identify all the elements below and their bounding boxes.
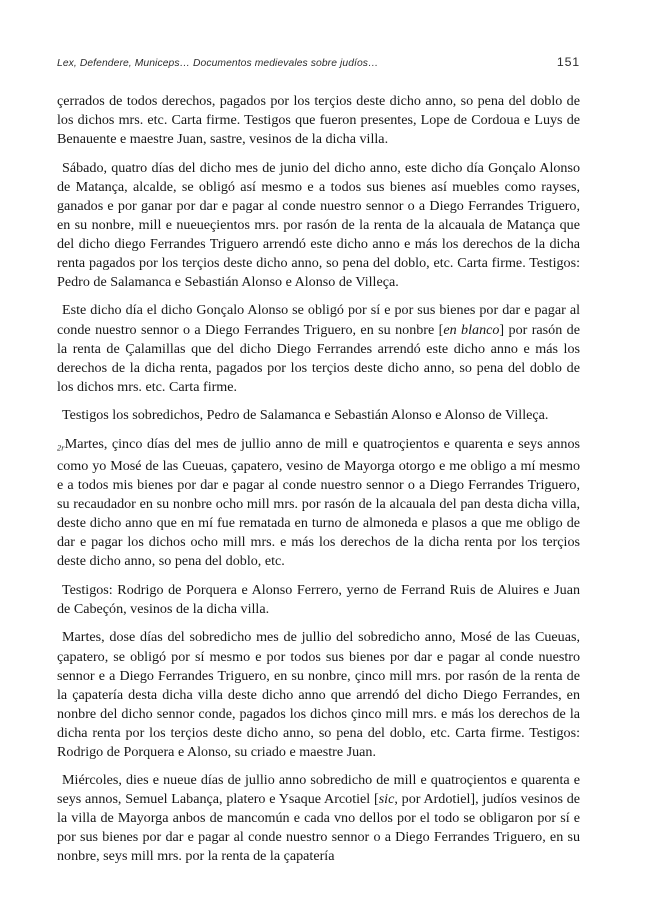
paragraph-3-text-before: Este dicho día el dicho Gonçalo Alonso se obligó por sí e por sus bienes por dar e pagar al conde nuestro sennor o a Diego Ferrandes Triguero, en su nonbre [ [57,302,580,338]
paragraph-3 [57,301,580,396]
paragraph-6: Testigos: Rodrigo de Porquera e Alonso Ferrero, yerno de Ferrand Ruis de Aluires e Juan de Cabeçón, vesinos de la dicha villa. [57,581,580,617]
running-head [57,55,580,73]
paragraph-3-text-after: ] por rasón de la renta de Çalamillas que del dicho Diego Ferrandes arrendó este dicho anno e más los derechos de la dicha renta, pagados por los terçios deste dicho anno, so pena del doblo de los dichos mrs. etc. Carta firme. [57,321,580,395]
paragraph-8-text-before: Miércoles, dies e nueue días de jullio anno sobredicho de mill e quatroçientos e quarenta e seys annos, Semuel Labança, platero e Ysaque Arcotiel [ [57,772,580,808]
paragraph-5-text: Martes, çinco días del mes de jullio anno de mill e quatroçientos e quarenta e seys annos como yo Mosé de las Cueuas, çapatero, vesino de Mayorga otorgo e me obligo a mí mesmo e a todos mis bienes por dar e pagar al conde nuestro sennor o a Diego Ferrandes Triguero, su recaudador en su nonbre ocho mill mrs. por rasón de la alcauala del pan desta dicha villa, deste dicho anno que en mí fue rematada en turno de almoneda e plasos a que me obligo de dar e pagar los dichos ocho mill mrs. e más los derechos de la dicha renta por los terçios deste dicho anno, so pena del doblo, etc. [57,435,580,570]
running-head-title: Lex, Defendere, Municeps… Documentos medievales sobre judíos… [57,58,379,69]
page-number: 151 [556,55,580,69]
body-text-block [57,92,580,876]
paragraph-8 [57,771,580,866]
paragraph-1: çerrados de todos derechos, pagados por los terçios deste dicho anno, so pena del doblo de los dichos mrs. etc. Carta firme. Testigos que fueron presentes, Lope de Cordoua e Luys de Benauente e maestre Juan, sastre, vesinos de la dicha villa. [57,93,580,148]
editorial-note-sic: sic [378,791,395,808]
folio-marker-2r: 2r [57,443,65,453]
paragraph-8-text-after: , por Ardotiel], judíos vesinos de la villa de Mayorga anbos de mancomún e cada vno dellos por el todo se obligaron por sí e por sus bienes por dar e pagar al conde nuestro sennor o a Diego Ferrandes Triguero, en su nonbre, seys mill mrs. por la renta de la çapatería [57,791,581,865]
paragraph-7: Martes, dose días del sobredicho mes de jullio del sobredicho anno, Mosé de las Cueuas, çapatero, se obligó por sí mesmo e por todos sus bienes por dar e pagar al conde nuestro sennor e a Diego Ferrandes Triguero, en su nonbre, çinco mill mrs. por rasón de la renta de la çapatería desta dicha villa deste dicho anno que arrendó del dicho Diego Ferrandes, en nonbre del dicho sennor conde, pagados los dichos çinco mill mrs. e más los derechos de la dicha renta por los terçios deste dicho anno, so pena del doblo, etc. Carta firme. Testigos: Rodrigo de Porquera e Alonso, su criado e maestre Juan. [57,629,580,760]
paragraph-4: Testigos los sobredichos, Pedro de Salamanca e Sebastián Alonso e Alonso de Villeça. [62,407,549,424]
paragraph-2: Sábado, quatro días del dicho mes de junio del dicho anno, este dicho día Gonçalo Alonso de Matança, alcalde, se obligó así mesmo e a todos sus bienes así muebles como rayses, ganados e por ganar por dar e pagar al conde nuestro sennor o a Diego Ferrandes Triguero, en su nonbre, mill e nueueçientos mrs. por rasón de la renta de la alcauala de Matança que del dicho diego Ferrandes Triguero arrendó este dicho anno e más los derechos de la dicha renta pagados por los terçios deste dicho anno, so pena del doblo, etc. Carta firme. Testigos: Pedro de Salamanca e Sebastián Alonso e Alonso de Villeça. [57,159,580,290]
paragraph-5 [57,435,580,572]
editorial-note-en-blanco: en blanco [443,321,500,338]
